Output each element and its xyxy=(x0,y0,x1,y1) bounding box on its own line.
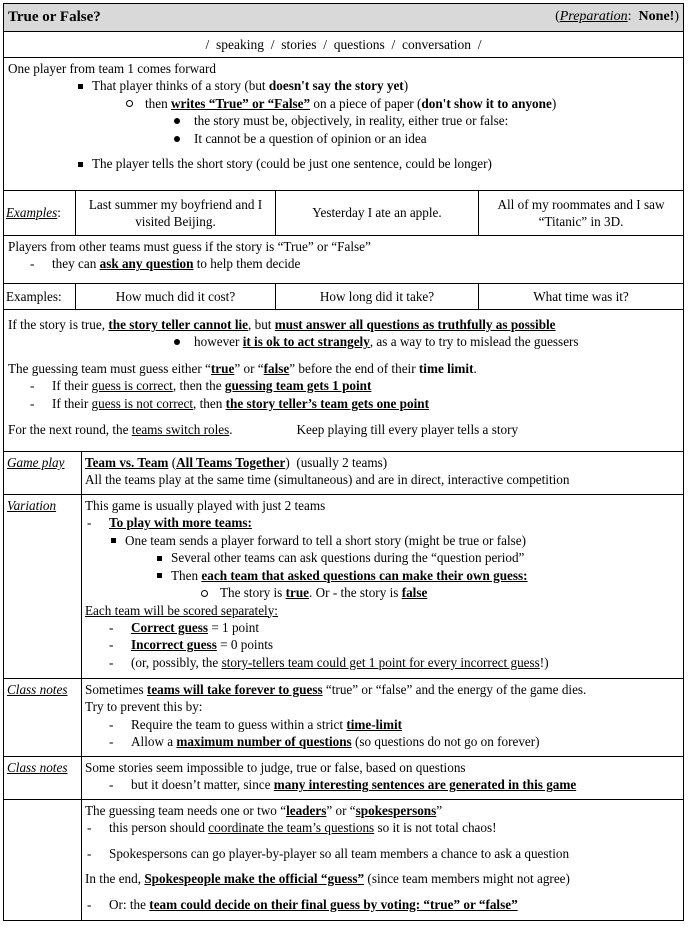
example-story: All of my roommates and I saw “Titanic” in 3D. xyxy=(497,196,665,229)
examples-questions xyxy=(4,284,683,310)
circle-bullet-icon xyxy=(201,590,208,597)
intro-section xyxy=(4,58,683,191)
section-label: Class notes xyxy=(4,757,82,799)
dot-bullet-icon xyxy=(174,339,180,345)
section-body: Some stories seem impossible to judge, true or false, based on questions - but it doesn’t matter, since many interesting sentences are generated in this game xyxy=(85,760,577,793)
variation-section xyxy=(4,495,683,679)
square-bullet-icon xyxy=(78,84,83,89)
rule-line: If the story is true, the story teller cannot lie, but must answer all questions as truthfully as possible xyxy=(8,317,556,332)
class-notes-section xyxy=(4,679,683,757)
intro-line: That player thinks of a story (but doesn't say the story yet) xyxy=(8,77,679,94)
prep-label: Preparation xyxy=(559,9,628,25)
prep-value: None! xyxy=(638,9,675,25)
square-bullet-icon xyxy=(78,162,83,167)
gameplay-section xyxy=(4,452,683,495)
dot-bullet-icon xyxy=(174,118,180,124)
rule-line: - If their guess is not correct, then the story teller’s team gets one point xyxy=(30,395,429,411)
examples-label: Examples: xyxy=(4,284,76,309)
section-body: Team vs. Team (All Teams Together) (usually 2 teams) All the teams play at the same time (simultaneous) and are in direct, interactive competition xyxy=(85,455,570,488)
section-label: Class notes xyxy=(4,679,82,756)
circle-bullet-icon xyxy=(126,100,133,107)
section-body: Sometimes teams will take forever to guess “true” or “false” and the energy of the game dies. Try to prevent this by: - Require the team to guess within a strict time-limit - Allow a maximum number of questions (so questions do not go on forever) xyxy=(85,682,587,750)
section-label: Variation xyxy=(4,495,82,678)
rule-line: however it is ok to act strangely, as a way to try to mislead the guessers xyxy=(8,333,679,350)
category-tag: conversation xyxy=(402,36,472,52)
example-question: How much did it cost? xyxy=(76,284,276,309)
category-tag: speaking xyxy=(215,36,264,52)
section-body: The guessing team needs one or two “leaders” or “spokespersons” - this person should coordinate the team’s questions so it is not total chaos! - Spokespersons can go player-by-player so all team members a chance to ask a question In the end, Spokespeople make the official “guess” (since team members might not agree) - Or: the team could decide on their final guess by voting: “true” or “false” xyxy=(85,803,570,912)
category-tag: stories xyxy=(281,36,317,52)
rule-line: - If their guess is correct, then the guessing team gets 1 point xyxy=(30,378,372,394)
intro-line: the story must be, objectively, in reality, either true or false: xyxy=(8,112,679,129)
class-notes-section xyxy=(4,757,683,800)
rule-line: For the next round, the teams switch roles. Keep playing till every player tells a story xyxy=(8,422,519,438)
dot-bullet-icon xyxy=(174,136,180,142)
spokesperson-section xyxy=(4,800,683,920)
square-bullet-icon xyxy=(111,538,116,543)
intro-line: then writes “True” or “False” on a piece of paper (don't show it to anyone) xyxy=(8,95,679,112)
square-bullet-icon xyxy=(157,573,162,578)
guess-section xyxy=(4,236,683,284)
rules-section xyxy=(4,310,683,452)
example-story: Last summer my boyfriend and I visited Beijing. xyxy=(76,191,276,235)
square-bullet-icon xyxy=(157,556,162,561)
section-label xyxy=(4,800,82,920)
activity-sheet xyxy=(3,3,684,921)
examples-label: Examples : xyxy=(4,191,76,235)
rule-line: The guessing team must guess either “true” or “false” before the end of their time limit. xyxy=(8,360,477,376)
intro-line: One player from team 1 comes forward xyxy=(8,61,216,76)
examples-stories xyxy=(4,191,683,236)
guess-line: Players from other teams must guess if the story is “True” or “False” xyxy=(8,239,371,254)
header xyxy=(4,4,683,32)
intro-line: The player tells the short story (could be just one sentence, could be longer) xyxy=(8,155,679,172)
intro-line: It cannot be a question of opinion or an idea xyxy=(8,130,679,147)
preparation: (Preparation: None!) xyxy=(555,9,679,25)
example-question: What time was it? xyxy=(533,288,629,304)
page-title: True or False? xyxy=(8,8,101,25)
guess-line: - they can ask any question to help them decide xyxy=(30,256,301,272)
section-label: Game play xyxy=(4,452,82,494)
example-story: Yesterday I ate an apple. xyxy=(276,191,479,235)
example-question: How long did it take? xyxy=(276,284,479,309)
category-tags: / speaking / stories / questions / conversation / xyxy=(4,32,683,58)
section-body: This game is usually played with just 2 teams - To play with more teams: One team sends a player forward to tell a short story (might be true or false) Several other teams can ask questions during the “question period” Then each team that asked questions can make their own guess: The story is true. Or - the story is false Each team will be scored separately: - Correct guess = 1 point - Incorrect guess = 0 points - (or, possibly, the story-tellers team could get 1 point for every incorrect guess!) xyxy=(85,498,549,670)
category-tag: questions xyxy=(333,36,385,52)
